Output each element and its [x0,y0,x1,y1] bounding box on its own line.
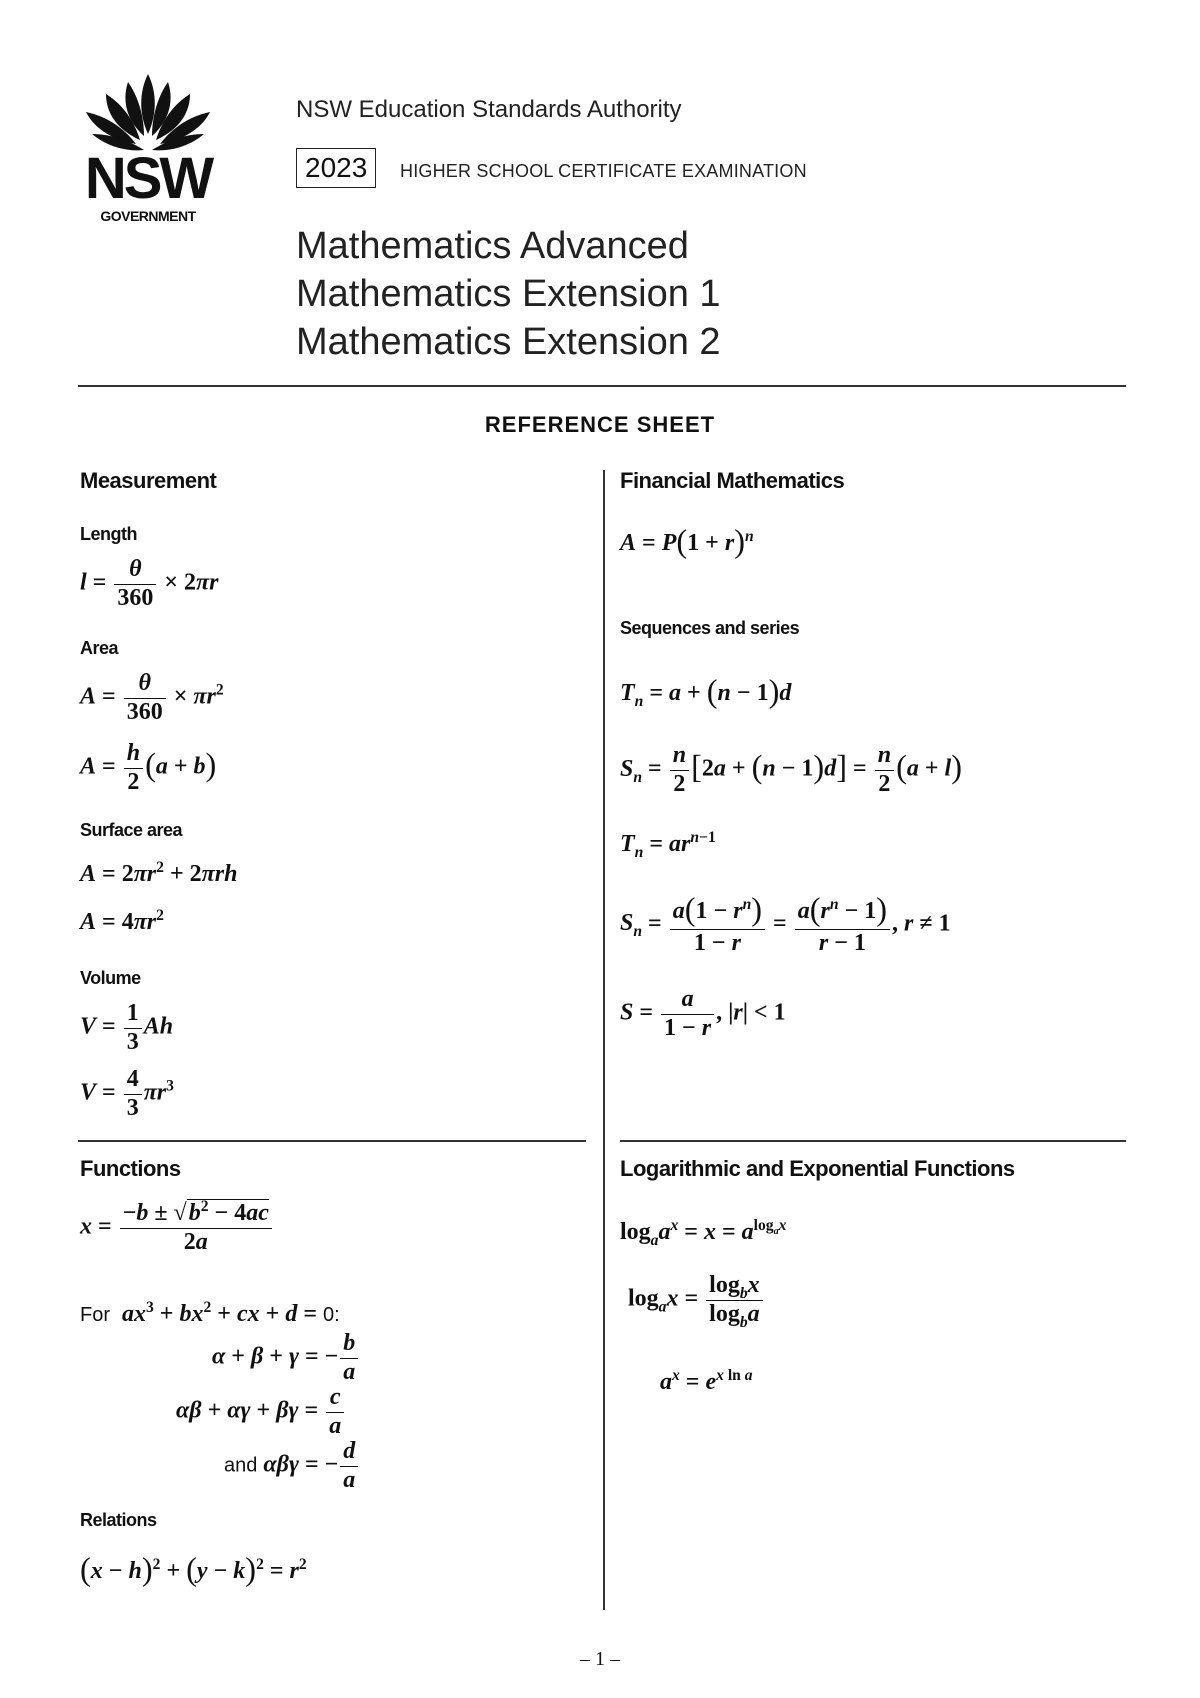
formula-change-of-base: $\log_ax$ = $\frac{\log_bx}{\log_ba}$ [628,1272,765,1328]
relations-heading: Relations [80,1510,157,1530]
cubic-condition: For $ax^3 + bx^2$ + cx + d = 0: [80,1299,340,1327]
formula-gp-sum: $S_n$ = $\frac{a(1 - r^n)}{1 - r}$ = $\frac{a(r^n - 1)}{r - 1}$ , r ≠ 1 [620,892,951,957]
area-heading: Area [80,638,119,658]
formula-ap-term: $T_n = a + (n - 1)d$ [620,674,792,710]
functions-heading: Functions [80,1156,181,1181]
formula-trapezium-area: A = $\frac{h}{2}$ (a + b) [80,740,217,795]
subject-list [296,222,721,366]
sequences-heading: Sequences and series [620,618,800,638]
formula-compound-interest: $A = P(1 + r)^n$ [620,524,754,560]
subject-title: Mathematics Extension 2 [296,321,721,363]
subject-title: Mathematics Advanced [296,225,689,267]
surface-area-heading: Surface area [80,820,183,840]
column-divider [603,470,605,1610]
formula-quadratic: x = $\frac{-b \pm √b^2 - 4ac}{2a}$ [80,1200,274,1256]
formula-sum-pair-roots: αβ + αγ + βγ = $\frac{c}{a}$ [176,1384,346,1440]
formula-sphere-surface: $A = 4\pi r^2$ [80,907,164,935]
formula-exponential: $a^x = e^{x ln a}$ [660,1367,753,1395]
formula-circle: $(x - h)^2 + (y - k)^2 = r^2$ [80,1552,307,1588]
formula-sector-area: A = $\frac{\theta}{360}$ × $\pi r^2$ [80,670,224,725]
left-section-divider [78,1140,586,1142]
exam-year: 2023 [296,148,376,188]
logs-heading: Logarithmic and Exponential Functions [620,1156,1015,1181]
measurement-heading: Measurement [80,468,217,493]
length-heading: Length [80,524,137,544]
formula-arc-length: l = $\frac{\theta}{360}$ × 2πr [80,556,219,611]
page-number: – 1 – [580,1648,620,1670]
formula-infinite-gp: S = $\frac{a}{1 - r}$ , |r| < 1 [620,986,786,1041]
formula-sphere-volume: V = $\frac{4}{3}$ $\pi r^3$ [80,1066,174,1121]
formula-cylinder-surface: $A = 2\pi r^2 + 2\pi rh$ [80,859,238,887]
authority-name: NSW Education Standards Authority [296,96,682,123]
logo-nsw-text: NSW [84,146,212,211]
formula-ap-sum: $S_n$ = $\frac{n}{2}$ [2a + (n − 1)d] = $\frac{n}{2}$ (a + l) [620,742,963,797]
logo-government-text: GOVERNMENT [100,208,196,224]
nsw-government-logo [78,72,218,232]
formula-cone-volume: V = $\frac{1}{3}$ Ah [80,1000,174,1055]
formula-gp-term: $T_n = ar^{n-1}$ [620,829,716,861]
volume-heading: Volume [80,968,141,988]
subject-title: Mathematics Extension 1 [296,273,721,315]
formula-product-roots: and αβγ = − $\frac{d}{a}$ [224,1438,360,1494]
header-divider [78,385,1126,387]
exam-name: HIGHER SCHOOL CERTIFICATE EXAMINATION [400,161,807,181]
page-title: REFERENCE SHEET [484,412,716,437]
formula-log-identity: $\log_aa^x = x = a^{log_ax}$ [620,1217,787,1249]
waratah-icon [78,72,218,156]
for-label: For [80,1304,110,1326]
formula-sum-roots: α + β + γ = − $\frac{b}{a}$ [212,1330,360,1386]
right-section-divider [620,1140,1126,1142]
financial-heading: Financial Mathematics [620,468,845,493]
and-label: and [224,1454,258,1477]
